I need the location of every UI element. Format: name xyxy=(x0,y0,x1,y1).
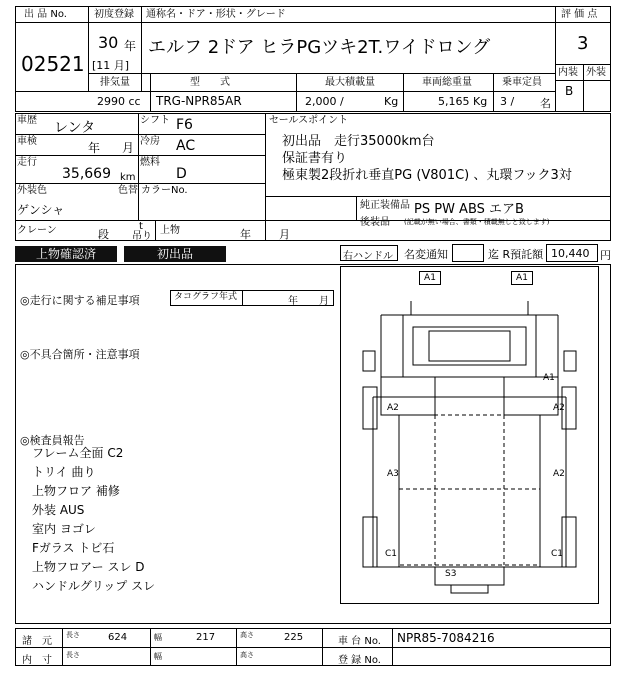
color-label: 外装色 xyxy=(17,185,47,196)
inspector-line-5: 室内 ヨゴレ xyxy=(32,522,96,536)
crane-lift: 吊り xyxy=(132,231,152,242)
genuine-equipment: PS PW ABS エアB xyxy=(414,202,524,217)
history: レンタ xyxy=(54,120,96,136)
shift-label: シフト xyxy=(140,115,170,126)
length-label: 長さ xyxy=(66,631,80,639)
vehicle-name-label: 通称名・ドア・形状・グレード xyxy=(146,9,286,20)
inner-width-label: 幅 xyxy=(154,652,162,661)
damage-mark-a2-rear: A2 xyxy=(553,469,565,479)
tachograph-month: 月 xyxy=(319,296,329,307)
first-reg-month: [11 月] xyxy=(92,59,130,72)
damage-diagram xyxy=(340,266,599,604)
vehicle-name: エルフ 2ドア ヒラPGツキ2T.ワイドロング xyxy=(148,37,491,58)
inspector-line-4: 外装 AUS xyxy=(32,503,85,517)
damage-mark-s3: S3 xyxy=(445,569,457,579)
lot-number: 02521 xyxy=(21,52,85,76)
color: ゲンシャ xyxy=(17,203,65,217)
damage-mark-a3-left: A3 xyxy=(387,469,399,479)
ac: AC xyxy=(176,138,196,154)
capacity-label: 乗車定員 xyxy=(502,77,542,88)
damage-mark-a2-right: A2 xyxy=(553,403,565,413)
crane-stage: 段 xyxy=(98,228,109,241)
model-label: 型 式 xyxy=(190,77,230,88)
damage-mark-a1-side: A1 xyxy=(543,373,555,383)
first-listing-badge: 初出品 xyxy=(124,246,226,262)
first-reg-label: 初度登録 xyxy=(94,9,134,20)
grade-label: 評 価 点 xyxy=(561,9,598,20)
grade-value: 3 xyxy=(577,33,589,54)
inner-dims-label: 内 寸 xyxy=(22,655,52,666)
displacement-label: 排気量 xyxy=(100,77,130,88)
first-reg-year: 30 xyxy=(98,33,119,52)
interior-grade: B xyxy=(565,84,574,98)
lot-label: 出 品 No. xyxy=(24,9,67,20)
damage-mark-a1-left: A1 xyxy=(419,271,441,285)
tachograph-year: 年 xyxy=(288,296,298,307)
width: 217 xyxy=(196,632,216,643)
inspection-year: 年 xyxy=(88,141,101,155)
width-label: 幅 xyxy=(154,633,162,642)
damage-mark-c1-left: C1 xyxy=(385,549,398,559)
deck-confirmed-badge: 上物確認済 xyxy=(15,246,117,262)
history-label: 車歴 xyxy=(17,115,37,126)
mileage: 35,669 xyxy=(62,166,111,182)
meter-change-label: 名変通知 xyxy=(404,248,448,261)
sales-points-title: セールスポイント xyxy=(269,115,349,126)
model: TRG-NPR85AR xyxy=(156,94,242,108)
deck-label: 上物 xyxy=(160,225,180,236)
recycle-unit: 円 xyxy=(600,249,611,262)
ac-label: 冷房 xyxy=(140,136,160,147)
damage-mark-c1-right: C1 xyxy=(551,549,564,559)
chassis-number: NPR85-7084216 xyxy=(397,631,495,645)
max-load: 2,000 / xyxy=(305,95,344,108)
color-change-label: 色替 xyxy=(118,185,138,196)
mileage-unit: km xyxy=(120,172,136,183)
interior-label: 内装 xyxy=(558,67,578,78)
height: 225 xyxy=(284,632,304,643)
height-label: 高さ xyxy=(240,631,254,639)
recycle-label: 迄 R預託額 xyxy=(488,248,544,261)
sales-line-2: 保証書有り xyxy=(282,151,348,166)
sales-line-1: 初出品 走行35000km台 xyxy=(282,134,435,149)
fuel: D xyxy=(176,166,187,182)
inspector-line-1: フレーム全面 C2 xyxy=(32,446,124,460)
inspection-label: 車検 xyxy=(17,136,37,147)
first-reg-year-unit: 年 xyxy=(124,39,137,53)
right-hand-drive: 右ハンドル xyxy=(343,251,393,262)
crane-label: クレーン xyxy=(17,225,57,236)
color-code-label: カラーNo. xyxy=(141,185,188,196)
defects-title: ◎不具合箇所・注意事項 xyxy=(20,348,140,361)
registration-label: 登 録 No. xyxy=(338,655,381,666)
damage-mark-a2-left: A2 xyxy=(387,403,399,413)
inspector-line-8: ハンドルグリップ スレ xyxy=(32,579,156,593)
fuel-label: 燃料 xyxy=(140,157,160,168)
deck-month: 月 xyxy=(279,228,290,241)
aftermarket-label: 後装品 xyxy=(360,217,390,228)
gross-weight: 5,165 Kg xyxy=(438,95,488,108)
deck-year: 年 xyxy=(240,228,251,241)
meter-change-box xyxy=(452,244,484,262)
dims-label: 諸 元 xyxy=(22,636,52,647)
capacity-unit: 名 xyxy=(540,97,551,110)
inspector-report-title: ◎検査員報告 xyxy=(20,434,85,447)
shift: F6 xyxy=(176,117,193,133)
length: 624 xyxy=(108,632,128,643)
max-load-label: 最大積載量 xyxy=(325,77,375,88)
chassis-label: 車 台 No. xyxy=(338,636,381,647)
capacity: 3 / xyxy=(500,95,515,108)
crane-ton: t xyxy=(139,221,143,232)
inspector-line-2: トリイ 曲り xyxy=(32,465,96,479)
aftermarket-note: (記載が無い場合、書類・積載無しと致します) xyxy=(404,218,550,226)
inspection-month: 月 xyxy=(122,141,135,155)
exterior-label: 外装 xyxy=(586,67,606,78)
recycle-fee: 10,440 xyxy=(551,247,590,260)
sales-line-3: 極東製2段折れ垂直PG (V801C) 、丸環フック3対 xyxy=(282,168,572,183)
damage-mark-a1-right: A1 xyxy=(511,271,533,285)
inner-height-label: 高さ xyxy=(240,651,254,659)
inspector-line-6: Fガラス トビ石 xyxy=(32,541,115,555)
genuine-equipment-label: 純正装備品 xyxy=(360,200,410,211)
inspector-line-3: 上物フロア 補修 xyxy=(32,484,120,498)
tachograph-label: タコグラフ年式 xyxy=(174,292,238,302)
gross-weight-label: 車両総重量 xyxy=(422,77,472,88)
max-load-unit: Kg xyxy=(384,95,399,108)
inspector-line-7: 上物フロアー スレ D xyxy=(32,560,145,574)
travel-notes-title: ◎走行に関する補足事項 xyxy=(20,294,140,307)
mileage-label: 走行 xyxy=(17,157,37,168)
inner-length-label: 長さ xyxy=(66,651,80,659)
displacement: 2990 cc xyxy=(97,95,141,108)
